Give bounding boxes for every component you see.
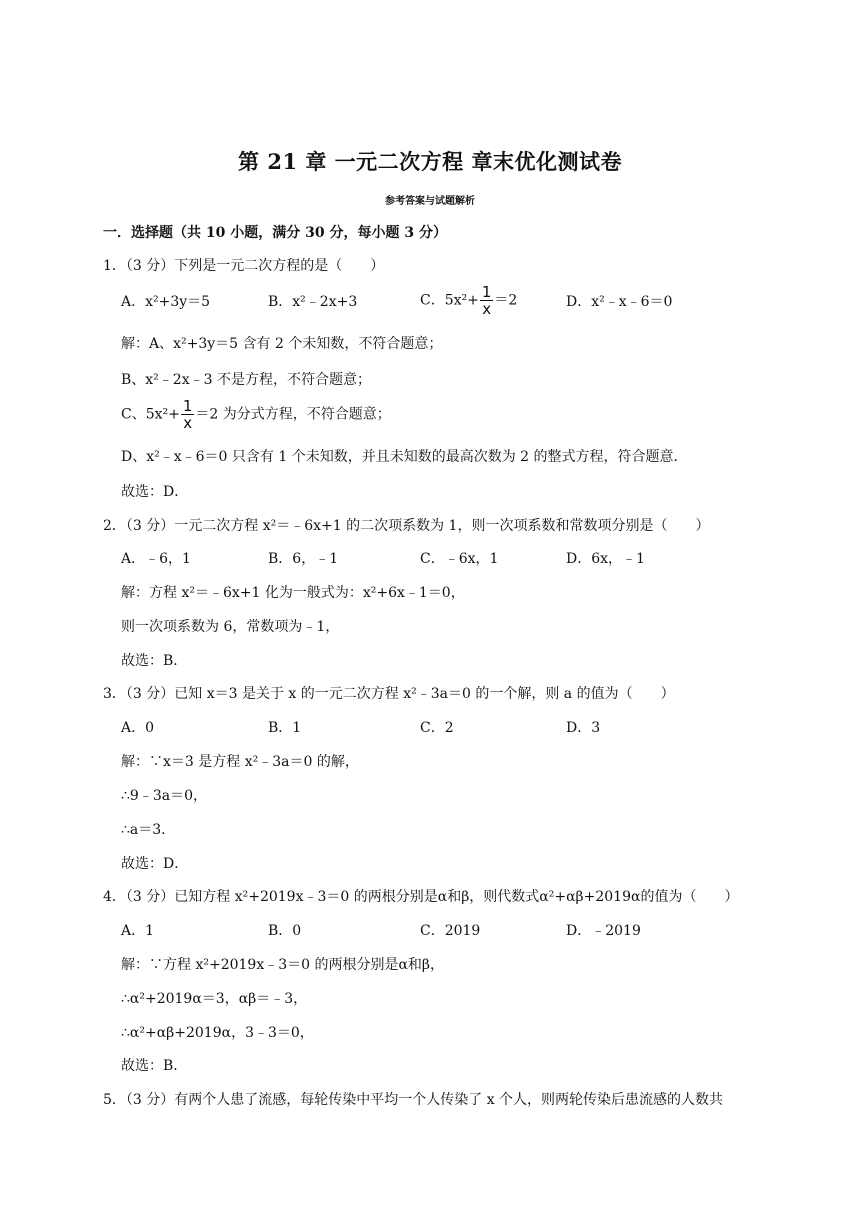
solution-prefix: C、5x²+ [121, 406, 180, 423]
solution-suffix: ＝2 为分式方程，不符合题意； [195, 406, 391, 423]
question-3-solution-line: 解：∵x＝3 是方程 x²﹣3a＝0 的解， [121, 754, 359, 770]
question-4-solution-line: ∴α²+2019α＝3，αβ＝﹣3， [121, 991, 308, 1007]
question-1-option-d: D．x²﹣x﹣6＝0 [566, 294, 673, 310]
document-title: 第 21 章 一元二次方程 章末优化测试卷 [238, 149, 622, 174]
question-3-option-d: D．3 [566, 720, 601, 736]
question-1-option-c [420, 284, 517, 317]
fraction [480, 284, 494, 317]
fraction-denominator: x [482, 300, 492, 318]
question-2-option-a: A．﹣6，1 [121, 551, 191, 567]
fraction-numerator: 1 [481, 283, 492, 301]
question-2-option-c: C．﹣6x，1 [420, 551, 499, 567]
question-3-stem: 3．（3 分）已知 x＝3 是关于 x 的一元二次方程 x²﹣3a＝0 的一个解，则 a 的值为（ ） [103, 686, 675, 702]
question-3-solution-line: ∴9﹣3a＝0， [121, 788, 207, 804]
question-3-option-a: A．0 [121, 720, 155, 736]
question-1-stem: 1．（3 分）下列是一元二次方程的是（ ） [103, 258, 385, 274]
question-4-option-d: D．﹣2019 [566, 923, 641, 939]
question-4-solution-line: 解：∵方程 x²+2019x﹣3＝0 的两根分别是α和β， [121, 957, 445, 973]
question-2-solution-line: 解：方程 x²＝﹣6x+1 化为一般式为：x²+6x﹣1＝0， [121, 585, 465, 601]
question-1-answer: 故选：D． [121, 484, 189, 500]
question-2-solution-line: 则一次项系数为 6，常数项为﹣1， [121, 619, 340, 635]
question-1-solution-line: D、x²﹣x﹣6＝0 只含有 1 个未知数，并且未知数的最高次数为 2 的整式方程，符合题意． [121, 449, 688, 465]
section-heading: 一．选择题（共 10 小题，满分 30 分，每小题 3 分） [103, 225, 447, 241]
fraction-denominator: x [183, 414, 193, 432]
question-1-option-c-suffix: ＝2 [494, 292, 518, 309]
question-1-solution-line [121, 398, 391, 431]
question-1-solution-line: 解：A、x²+3y＝5 含有 2 个未知数，不符合题意； [121, 336, 443, 352]
question-4-option-a: A．1 [121, 923, 155, 939]
question-4-solution-line: ∴α²+αβ+2019α，3﹣3＝0， [121, 1025, 314, 1041]
question-2-answer: 故选：B． [121, 653, 188, 669]
question-2-option-d: D．6x，﹣1 [566, 551, 645, 567]
question-1-solution-line: B、x²﹣2x﹣3 不是方程，不符合题意； [121, 372, 371, 388]
question-4-stem: 4．（3 分）已知方程 x²+2019x﹣3＝0 的两根分别是α和β，则代数式α²+αβ+2019α的值为（ ） [103, 889, 739, 905]
question-1-option-a: A．x²+3y＝5 [121, 294, 211, 310]
document-subtitle: 参考答案与试题解析 [385, 196, 475, 207]
question-3-option-c: C．2 [420, 720, 454, 736]
question-4-option-b: B．0 [268, 923, 302, 939]
fraction [181, 398, 195, 431]
question-3-answer: 故选：D． [121, 856, 189, 872]
question-1-option-c-prefix: C．5x²+ [420, 292, 479, 309]
question-2-stem: 2．（3 分）一元二次方程 x²＝﹣6x+1 的二次项系数为 1，则一次项系数和常数项分别是（ ） [103, 518, 710, 534]
question-3-solution-line: ∴a＝3． [121, 822, 176, 838]
question-5-stem: 5．（3 分）有两个人患了流感，每轮传染中平均一个人传染了 x 个人，则两轮传染后患流感的人数共 [103, 1092, 724, 1108]
question-4-answer: 故选：B． [121, 1058, 188, 1074]
question-3-option-b: B．1 [268, 720, 302, 736]
fraction-numerator: 1 [182, 397, 193, 415]
question-4-option-c: C．2019 [420, 923, 481, 939]
question-2-option-b: B．6，﹣1 [268, 551, 339, 567]
question-1-option-b: B．x²﹣2x+3 [268, 294, 358, 310]
